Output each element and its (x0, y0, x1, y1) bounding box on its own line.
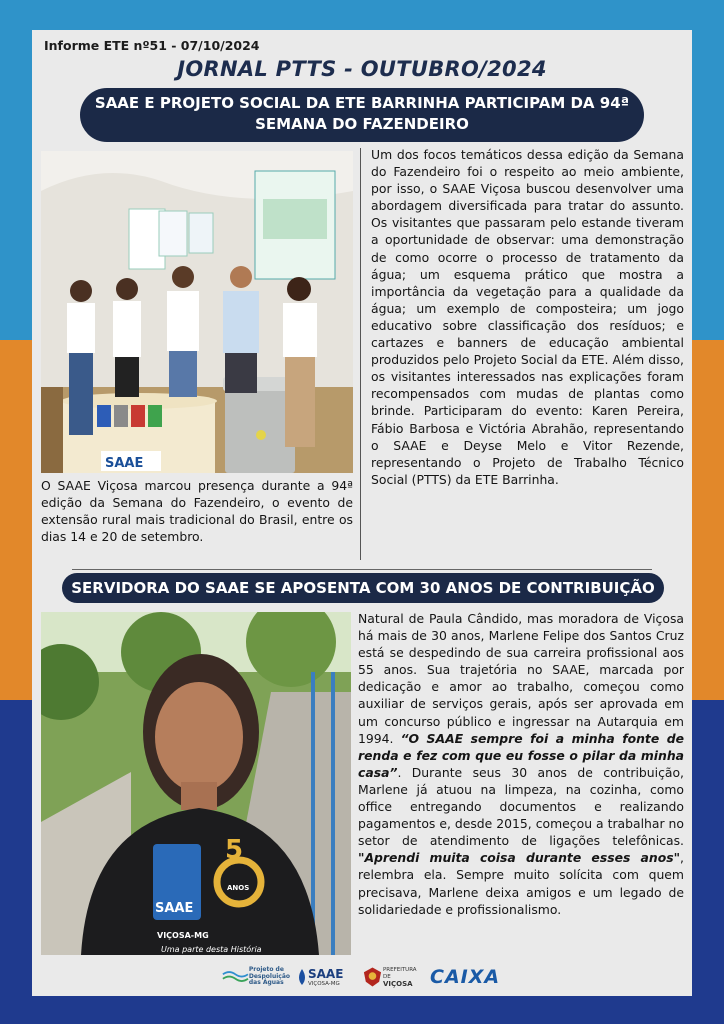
saae-logo-city: VIÇOSA-MG (308, 980, 340, 987)
journal-title: JORNAL PTTS - OUTUBRO/2024 (177, 57, 547, 81)
article2-quote1: “O SAAE sempre foi a minha fonte de renda e fez com que eu fosse o pilar da minha casa” (358, 730, 684, 780)
saae-logo-text: SAAE (308, 966, 344, 981)
article1-photo (41, 151, 353, 473)
projeto-despoluicao-logo (222, 962, 290, 992)
shirt-city-text: VIÇOSA-MG (157, 931, 209, 940)
stand-photo-illustration (41, 151, 353, 473)
article1-caption: O SAAE Viçosa marcou presença durante a 94ª edição da Semana do Fazendeiro, o evento de extensão rural mais tradicional do Brasil, entre os dias 14 e 20 de setembro. (41, 478, 353, 544)
shirt-history-text: Uma parte desta História (161, 945, 262, 954)
footer-logos (222, 962, 522, 992)
coat-of-arms-icon (362, 966, 383, 988)
column-divider (360, 148, 361, 560)
water-wave-icon (222, 968, 249, 986)
svg-text:5: 5 (225, 835, 244, 865)
projeto-line2: Despoluição (248, 972, 290, 980)
projeto-line1: Projeto de (248, 966, 284, 974)
water-drop-icon (296, 969, 308, 985)
article1-body: Um dos focos temáticos dessa edição da Semana do Fazendeiro foi o respeito ao meio ambiente, por isso, o SAAE Viçosa buscou desenvolver uma abordagem diversificada para tratar do assunto. Os visitantes que passaram pelo estande tiveram a oportunidade de observar: uma demonstração de como ocorre o processo de tratamento da água; um esquema prático que mostra a importância da vegetação para a qualidade da água; um exemplo de composteira; um jogo educativo sobre classificação dos resíduos; e cartazes e banners de educação ambiental produzidos pelo Projeto Social da ETE. Além disso, os visitantes interessados nas explicações foram recompensados com mudas de plantas como brinde. Participaram do evento: Karen Pereira, Fábio Barbosa e Victória Abrahão, representando o SAAE e Deyse Melo e Vitor Rezende, representando o Projeto de Trabalho Técnico Social (PTTS) da ETE Barrinha. (371, 147, 684, 487)
caixa-logo: CAIXA (430, 966, 501, 988)
article2-body-part1: Natural de Paula Cândido, mas moradora de Viçosa há mais de 30 anos, Marlene Felipe dos Santos Cruz está se despedindo de sua carreira profissional aos 55 anos. Sua trajetória no SAAE, marcada por dedicação e amor ao trabalho, começou como auxiliar de serviços gerais, após ser aprovada em um concurso público e ingressar na Autarquia em 1994. (358, 611, 684, 746)
saae-logo (296, 962, 356, 992)
article2-body-part3: , relembra ela. Sempre muito solícita com quem precisava, Marlene deixa amigos e um legado de solidariedade e profissionalismo. (358, 850, 684, 917)
prefeitura-line2: VIÇOSA (382, 979, 413, 988)
portrait-illustration (41, 612, 351, 955)
article2-body (358, 610, 684, 918)
article1-headline: SAAE E PROJETO SOCIAL DA ETE BARRINHA PARTICIPAM DA 94ª SEMANA DO FAZENDEIRO (80, 88, 644, 142)
person-1 (67, 280, 95, 435)
table-banner-saae: SAAE (105, 456, 144, 471)
prefeitura-logo (362, 962, 424, 992)
article2-body-part2: . Durante seus 30 anos de contribuição, Marlene já atuou na limpeza, na cozinha, como office entregando documentos e realizando pagamentos e, desde 2015, começou a trabalhar no setor de atendimento de ligações telefônicas. (358, 764, 684, 849)
section-divider (72, 569, 652, 570)
shirt-anos-text: ANOS (227, 884, 250, 892)
shirt-saae-text: SAAE (155, 901, 194, 916)
projeto-line3: das Águas (248, 979, 284, 987)
article2-photo (41, 612, 351, 955)
newsletter-page (32, 30, 692, 996)
article2-quote2: "Aprendi muita coisa durante esses anos" (358, 850, 681, 866)
issue-line: Informe ETE nº51 - 07/10/2024 (44, 38, 260, 53)
article2-headline: SERVIDORA DO SAAE SE APOSENTA COM 30 ANOS DE CONTRIBUIÇÃO (62, 573, 664, 603)
prefeitura-line1: PREFEITURA DE (382, 966, 417, 980)
